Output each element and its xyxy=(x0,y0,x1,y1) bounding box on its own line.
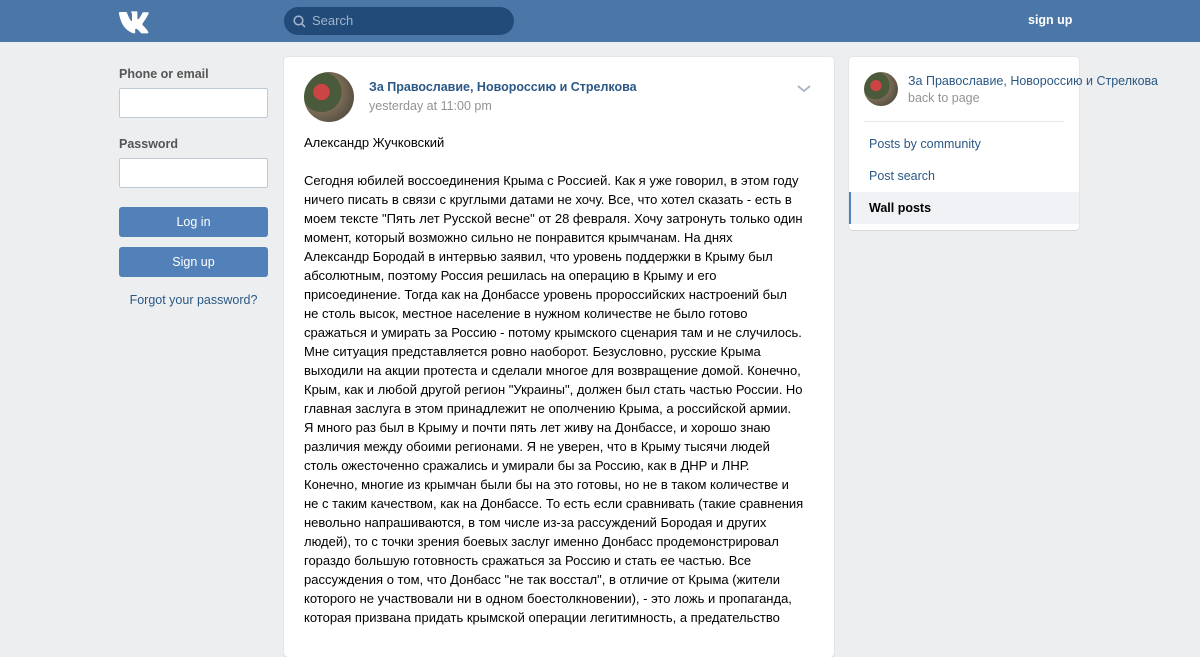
divider xyxy=(864,121,1064,122)
signup-button[interactable]: Sign up xyxy=(119,247,268,277)
post-text-line: столь ожесточенно сражались и умирали бы за Россию, как в ДНР и ЛНР. xyxy=(304,458,750,473)
post-text-line: не столь высок, местное население в нужном количестве не было готово xyxy=(304,306,748,321)
password-label: Password xyxy=(119,137,179,151)
post-text-line: абсолютным, поэтому Россия решилась на операцию в Крыму и его xyxy=(304,268,717,283)
search-placeholder: Search xyxy=(312,13,354,28)
post-text-line: момент, который возможно сильно не понравится крымчанам. На днях xyxy=(304,230,733,245)
chevron-down-icon[interactable] xyxy=(796,84,812,94)
post-text-line: выходили на акции протеста и сделали многое для возвращение домой. Конечно, xyxy=(304,363,801,378)
post-text-line: невольно напрашиваются, в том числе из-за рассуждений Бородая и других xyxy=(304,515,767,530)
post-text-line: Конечно, многие из крымчан были бы на это готовы, но не в таком количестве и xyxy=(304,477,789,492)
post-text-line: гораздо большую готовность сражаться за Россию и стать ее частью. Все xyxy=(304,553,752,568)
vk-logo-icon[interactable] xyxy=(119,10,153,32)
search-input[interactable] xyxy=(284,7,514,35)
phone-email-input[interactable] xyxy=(119,88,268,118)
post-text-line: ничего писать в связи с круглыми датами не хочу. Все, что хотел сказать - есть в xyxy=(304,192,792,207)
right-sidebar xyxy=(849,57,1158,230)
nav-post-search[interactable]: Post search xyxy=(869,169,936,183)
post-text-line: моем тексте "Пять лет Русской весне" от 28 февраля. Хочу затронуть только один xyxy=(304,211,803,226)
post-date[interactable]: yesterday at 11:00 pm xyxy=(369,99,492,113)
login-form xyxy=(119,67,268,307)
post-author-link[interactable]: За Православие, Новороссию и Стрелкова xyxy=(369,80,637,94)
forgot-password-link[interactable]: Forgot your password? xyxy=(129,293,258,307)
post-text-line: рассуждения о том, что Донбасс "не так восстал", в отличие от Крыма (жители xyxy=(304,572,780,587)
post-text-line: Сегодня юбилей воссоединения Крыма с Россией. Как я уже говорил, в этом году xyxy=(304,173,799,188)
post-text-line: Крым, как и любой другой регион "Украины", должен был стать частью России. Но xyxy=(304,382,803,397)
nav-posts-by-community[interactable]: Posts by community xyxy=(869,137,981,151)
login-button[interactable]: Log in xyxy=(119,207,268,237)
top-header xyxy=(0,0,1200,42)
post-text-author: Александр Жучковский xyxy=(304,135,445,150)
post-text-line: присоединение. Тогда как на Донбассе уровень пророссийских настроений был xyxy=(304,287,787,302)
password-input[interactable] xyxy=(119,158,268,188)
post-text-line: не с таким качеством, как на Донбассе. То есть если сравнивать (такие сравнения xyxy=(304,496,804,511)
wall-post xyxy=(284,57,834,657)
post-text-line: Александр Бородай в интервью заявил, что уровень поддержки в Крыму был xyxy=(304,249,773,264)
post-text-line: которая призвана придать крымской операции легитимность, а предательство xyxy=(304,610,780,625)
back-to-page-link[interactable]: back to page xyxy=(908,91,980,105)
search-icon xyxy=(293,15,306,28)
post-text-line: различия между обоими регионами. Я не уверен, что в Крыму тысячи людей xyxy=(304,439,770,454)
post-text-line: Мне ситуация представляется ровно наоборот. Безусловно, русские Крыма xyxy=(304,344,761,359)
post-text-line: главная заслуга в этом принадлежит не ополчению Крыма, а российской армии. xyxy=(304,401,792,416)
nav-wall-posts[interactable]: Wall posts xyxy=(849,192,1079,224)
sidebar-community-avatar[interactable] xyxy=(864,72,898,106)
sidebar-community-link[interactable]: За Православие, Новороссию и Стрелкова xyxy=(908,74,1158,88)
phone-label: Phone or email xyxy=(119,67,209,81)
post-text-line: людей), то с точки зрения боевых заслуг именно Донбасс продемонстрировал xyxy=(304,534,779,549)
post-text-line: которого не участвовали ни в одном боестолкновении), - это ложь и пропаганда, xyxy=(304,591,792,606)
post-text-line: сражаться и умирать за Россию - потому крымского сценария там и не случилось. xyxy=(304,325,802,340)
sign-up-link[interactable]: sign up xyxy=(1028,13,1073,27)
post-text-line: Я много раз был в Крыму и почти пять лет живу на Донбассе, и хорошо знаю xyxy=(304,420,771,435)
community-avatar[interactable] xyxy=(304,72,354,122)
post-text xyxy=(304,133,819,627)
